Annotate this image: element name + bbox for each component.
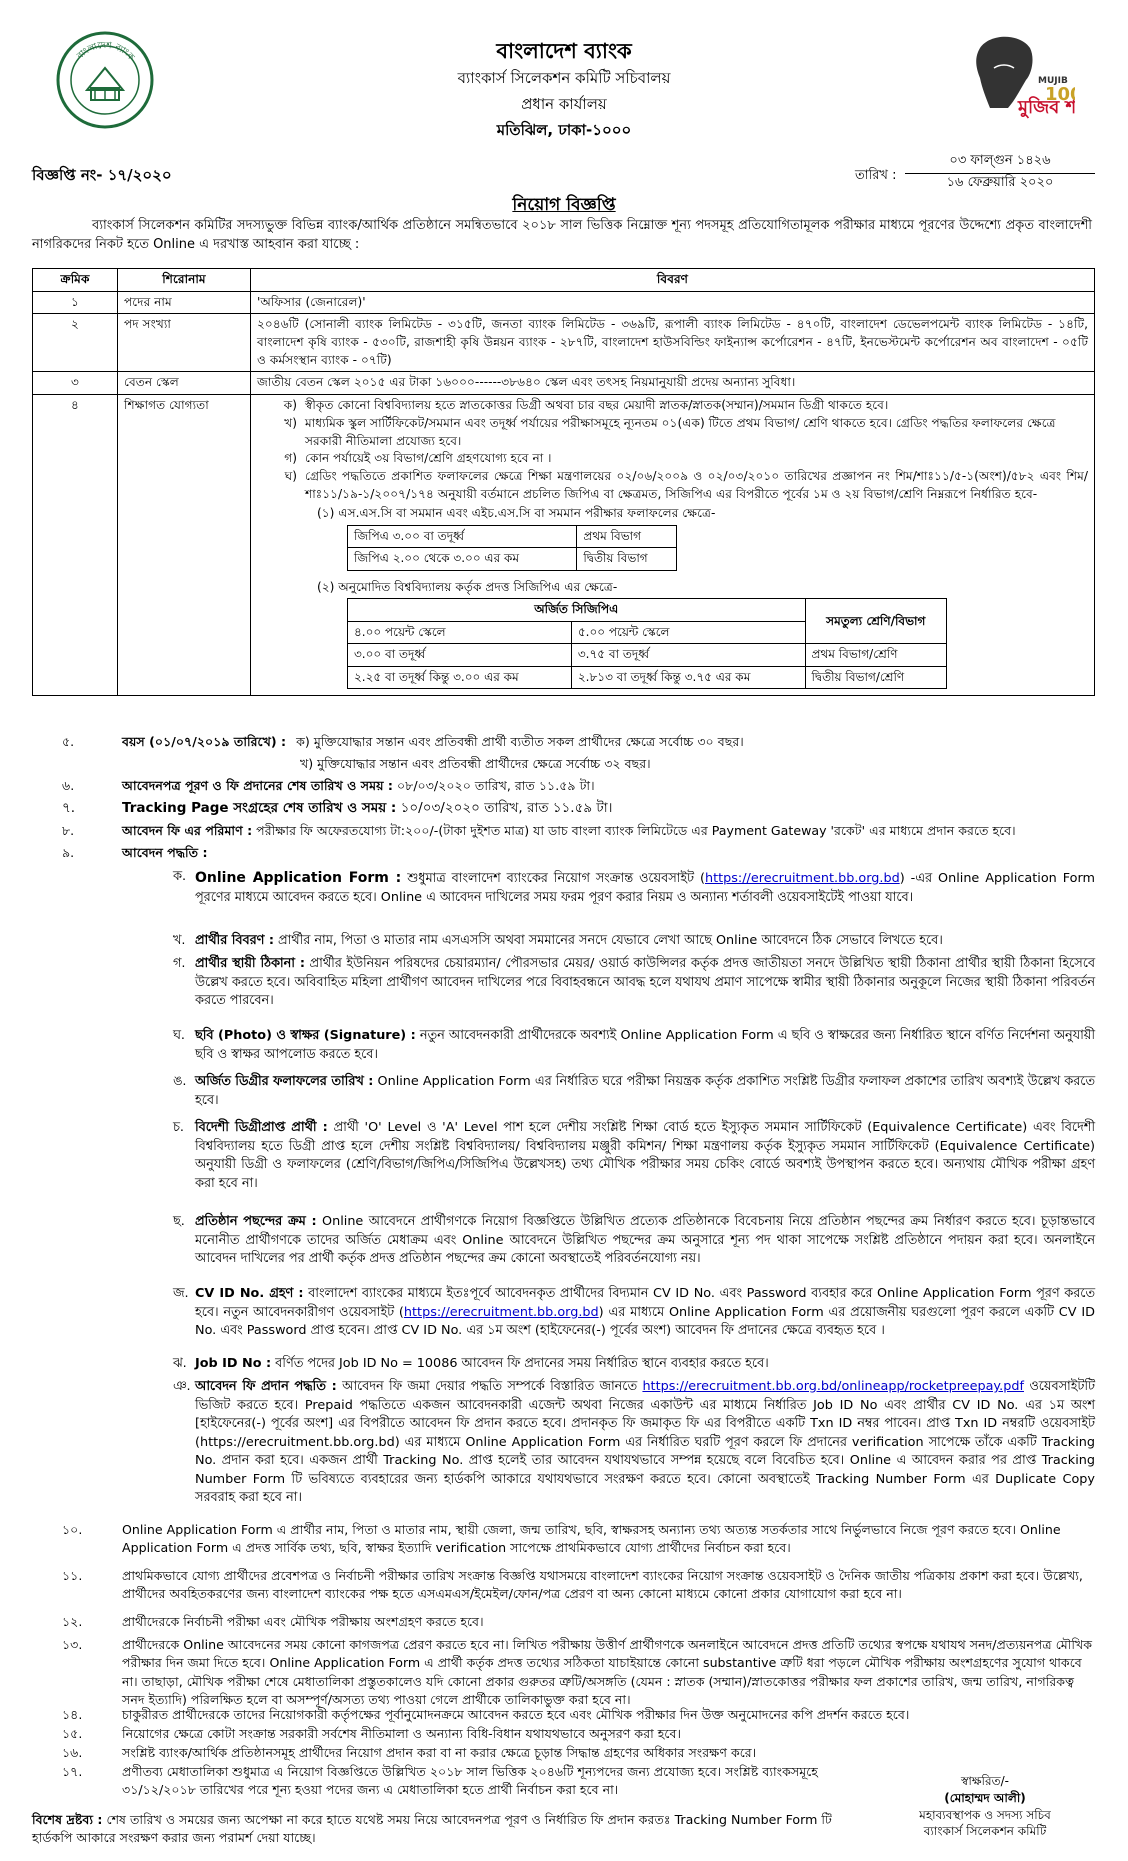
point-number: ১৪. — [62, 1707, 83, 1722]
table-row — [33, 395, 1095, 696]
sub-item-foreign-degree — [115, 1119, 1095, 1193]
sub-item-result-date — [115, 1073, 1095, 1110]
edu-text: গ্রেডিং পদ্ধতিতে প্রকাশিত ফলাফলের ক্ষেত্রে শিক্ষা মন্ত্রণালয়ের ০২/০৬/২০০৯ ও ০২/০৩/২০১০ তারিখের প্রজ্ঞাপন নং শিম/শাঃ১১/৫-১(অংশ)/৫৮২ এবং শিম/শাঃ১১/১৯-১/২০০৭/১৭৪ অনুযায়ী বর্তমানে প্রচলিত জিপিএ বা ক্ষেত্রমত, সিজিপিএ এর বিপরীতে পূর্বের ১ম ও ২য় বিভাগ/শ্রেণি নিম্নরূপে নির্ধারিত হবে- — [305, 468, 1088, 501]
row-text: ২০৪৬টি (সোনালী ব্যাংক লিমিটেড - ৩১৫টি, জনতা ব্যাংক লিমিটেড - ৩৬৯টি, রূপালী ব্যাংক লিমিটেড - ৪৭০টি, বাংলাদেশ ডেভেলপমেন্ট ব্যাংক লিমিটেড - ১৪টি, বাংলাদেশ কৃষি ব্যাংক - ৫৩০টি, রাজশাহী কৃষি উন্নয়ন ব্যাংক - ২৮৭টি, বাংলাদেশ হাউসবিল্ডিং ফাইন্যান্স কর্পোরেশন - ৪৭টি, ইনভেস্টমেন্ট কর্পোরেশন অব বাংলাদেশ - ০৫টি ও কর্মসংস্থান ব্যাংক - ০৭টি) — [251, 314, 1095, 372]
table-row — [33, 291, 1095, 314]
sub-item-label: আবেদন ফি প্রদান পদ্ধতি : — [195, 1379, 337, 1394]
row-label: শিক্ষাগত যোগ্যতা — [118, 395, 251, 696]
recruitment-website-link[interactable]: https://erecruitment.bb.org.bd — [403, 1304, 599, 1320]
sub-item-label: Online Application Form : — [195, 870, 402, 886]
recruitment-website-link[interactable]: https://erecruitment.bb.org.bd — [704, 871, 900, 886]
cgpa-header: অর্জিত সিজিপিএ — [348, 599, 806, 621]
point-number: ১২. — [62, 1614, 83, 1629]
point-10 — [32, 1521, 1095, 1558]
point-text: নিয়োগের ক্ষেত্রে কোটা সংক্রান্ত সরকারী সর্বশেষ নীতিমালা ও অন্যান্য বিধি-বিধান যথাযথভাবে অনুসরণ করা হবে। — [122, 1726, 681, 1741]
edu-item — [257, 415, 1088, 450]
point-method — [32, 844, 1095, 862]
point-number: ৯. — [62, 845, 75, 860]
table-row — [348, 666, 947, 688]
age-limit-general: ক) মুক্তিযোদ্ধার সন্তান এবং প্রতিবন্ধী প্রার্থী ব্যতীত সকল প্রার্থীদের ক্ষেত্রে সর্বোচ্চ ৩০ বছর। — [296, 734, 744, 749]
special-note-text: শেষ তারিখ ও সময়ের জন্য অপেক্ষা না করে হাতে যথেষ্ট সময় নিয়ে আবেদনপত্র পূরণ ও নির্ধারিত ফি প্রদান করতঃ Tracking Number Form টি হার্ডকপি আকারে সংরক্ষণ করার জন্য পরামর্শ দেয়া যাচ্ছে। — [32, 1812, 832, 1846]
svg-text:বাংলাদেশ ব্যাংক: বাংলাদেশ ব্যাংক — [75, 40, 136, 63]
cgpa-cell: ২.৮১৩ বা তদূর্ধ্ব কিন্তু ৩.৭৫ এর কম — [571, 666, 805, 688]
sub-item-cv-id — [115, 1285, 1095, 1341]
sub-item-applicant-details — [115, 932, 1095, 951]
point-age — [32, 733, 1095, 751]
row-serial: ২ — [33, 314, 118, 372]
sub-item-text: নতুন আবেদনকারী প্রার্থীদেরকে অবশ্যই Online Application Form এ ছবি ও স্বাক্ষরের জন্য নির্ধারিত স্থানে বর্ণিত নির্দেশনা অনুযায়ী ছবি ও স্বাক্ষর আপলোড করতে হবে। — [195, 1028, 1095, 1062]
point-number: ৬. — [62, 778, 75, 793]
sub-item-text: আবেদন ফি জমা দেয়ার পদ্ধতি সম্পর্কে বিস্তারিত জানতে — [342, 1379, 643, 1394]
col-serial: ক্রমিক — [33, 269, 118, 292]
date-english: ১৬ ফেব্রুয়ারি ২০২০ — [946, 174, 1054, 190]
table-row — [348, 525, 677, 547]
point-text: পরীক্ষার ফি অফেরতযোগ্য টা:২০০/-(টাকা দুইশত মাত্র) যা ডাচ বাংলা ব্যাংক লিমিটেডে এর Payment Gateway 'রকেট' এর মাধ্যমে প্রদান করতে হবে। — [256, 823, 1016, 838]
scale-cell: ৫.০০ পয়েন্ট স্কেলে — [571, 621, 805, 643]
sub-item-letter: জ. — [173, 1286, 189, 1301]
point-deadline — [32, 777, 1095, 795]
point-text: প্রণীতব্য মেধাতালিকা শুধুমাত্র এ নিয়োগ বিজ্ঞপ্তিতে উল্লিখিত ২০১৮ সাল ভিত্তিক ২০৪৬টি শূন্যপদের জন্য প্রযোজ্য হবে। সংশ্লিষ্ট ব্যাংকসমূহে ৩১/১২/২০১৮ তারিখের পরে শূন্য হওয়া পদের জন্য এ মেধাতালিকা হতে প্রার্থী নির্বাচন করা হবে না। — [122, 1764, 818, 1798]
sub-item-letter: ঙ. — [173, 1074, 187, 1089]
edu-item — [257, 397, 1088, 415]
point-label: আবেদন পদ্ধতি : — [122, 845, 208, 860]
point-number: ৫. — [62, 734, 75, 749]
point-17 — [32, 1763, 852, 1800]
point-11 — [32, 1567, 1095, 1604]
division-cell: দ্বিতীয় বিভাগ/শ্রেণি — [805, 666, 946, 688]
division-cell: প্রথম বিভাগ/শ্রেণি — [805, 644, 946, 666]
sub-item-job-id — [115, 1355, 1095, 1374]
sub-item-text: প্রার্থীর নাম, পিতা ও মাতার নাম এসএসসি অথবা সমমানের সনদে যেভাবে লেখা আছে Online আবেদনে ঠিক সেভাবে লিখতে হবে। — [278, 933, 943, 948]
point-number: ৭. — [62, 800, 76, 816]
fee-instructions-link[interactable]: https://erecruitment.bb.org.bd/onlineapp/rocketpreepay.pdf — [642, 1379, 1024, 1394]
sub-item-text: Online Application Form এর নির্ধারিত ঘরে পরীক্ষা নিয়ন্ত্রক কর্তৃক প্রকাশিত সংশ্লিষ্ট ডিগ্রীর ফলাফল প্রকাশের তারিখ অবশ্যই উল্লেখ করতে হবে। — [195, 1074, 1095, 1108]
office-name: প্রধান কার্যালয় — [521, 95, 607, 113]
job-details-table — [32, 268, 1095, 696]
point-13 — [32, 1636, 1095, 1709]
university-heading: (২) অনুমোদিত বিশ্ববিদ্যালয় কর্তৃক প্রদত্ত সিজিপিএ এর ক্ষেত্রে- — [317, 579, 618, 594]
signed-mark: স্বাক্ষরিত/- — [961, 1774, 1009, 1788]
cgpa-cell: ২.২৫ বা তদূর্ধ্ব কিন্তু ৩.০০ এর কম — [348, 666, 572, 688]
signature-block — [880, 1773, 1090, 1840]
sub-item-letter: ঞ. — [173, 1379, 191, 1394]
education-cell — [251, 395, 1095, 696]
edu-text: স্বীকৃত কোনো বিশ্ববিদ্যালয় হতে স্নাতকোত্তর ডিগ্রী অথবা চার বছর মেয়াদী স্নাতক/স্নাতক(সম্মান)/সমমান ডিগ্রী থাকতে হবে। — [305, 398, 889, 413]
table-header-row — [33, 269, 1095, 292]
sub-item-text: Online আবেদনে প্রার্থীগণকে নিয়োগ বিজ্ঞপ্তিতে উল্লিখিত প্রত্যেক প্রতিষ্ঠানকে বিবেচনায় নিয়ে প্রতিষ্ঠান পছন্দের ক্রম নির্ধারণ করতে হবে। চূড়ান্তভাবে মনোনীত প্রার্থীগণকে তাদের অর্জিত মেধাক্রম এবং Online আবেদনে উল্লিখিত পছন্দের ক্রম অনুসারে শূন্য পদ থাকা সাপেক্ষে সংশ্লিষ্ট প্রতিষ্ঠানে পদায়ন করা হবে। অনলাইনে আবেদন দাখিলের পর প্রার্থী কর্তৃক প্রদত্ত প্রতিষ্ঠান পছন্দের ক্রম কোনো অবস্থাতেই পরিবর্তনযোগ্য নয়। — [195, 1214, 1095, 1267]
grade-cell: জিপিএ ২.০০ থেকে ৩.০০ এর কম — [348, 548, 577, 570]
edu-key: ক) — [283, 398, 297, 413]
university-cgpa-table — [347, 598, 947, 689]
sub-item-online-form — [115, 868, 1095, 907]
edu-text: কোন পর্যায়েই ৩য় বিভাগ/শ্রেণি গ্রহণযোগ্য হবে না । — [305, 451, 552, 466]
edu-key: গ) — [284, 451, 297, 466]
cgpa-cell: ৩.০০ বা তদূর্ধ্ব — [348, 644, 572, 666]
row-serial: ১ — [33, 291, 118, 314]
point-number: ১৫. — [62, 1726, 83, 1741]
point-number: ১১. — [62, 1568, 83, 1583]
sub-item-letter: গ. — [173, 956, 186, 971]
point-label: আবেদনপত্র পূরণ ও ফি প্রদানের শেষ তারিখ ও সময় : — [122, 778, 393, 793]
point-number: ১৬. — [62, 1745, 83, 1760]
sub-item-letter: চ. — [173, 1120, 184, 1135]
ssc-grade-table — [347, 525, 677, 571]
sub-item-letter: ঘ. — [173, 1028, 185, 1043]
grade-cell: জিপিএ ৩.০০ বা তদূর্ধ্ব — [348, 525, 577, 547]
svg-text:MUJIB: MUJIB — [1038, 76, 1068, 86]
special-note-label: বিশেষ দ্রষ্টব্য : — [32, 1812, 103, 1827]
point-text: Online Application Form এ প্রার্থীর নাম, পিতা ও মাতার নাম, স্থায়ী জেলা, জন্ম তারিখ, ছবি, স্বাক্ষরসহ অন্যান্য তথ্য অত্যন্ত সতর্কতার সাথে নির্ভুলভাবে নিজে পূরণ করতে হবে। Online Application Form এ প্রদত্ত সার্বিক তথ্য, ছবি, স্বাক্ষর ইত্যাদি verification সাপেক্ষে প্রাথমিকভাবে যোগ্য প্রার্থীদের নির্বাচন করা হবে। — [122, 1522, 1061, 1556]
sub-item-institution-choice — [115, 1213, 1095, 1269]
office-address: মতিঝিল, ঢাকা-১০০০ — [496, 121, 632, 139]
sub-item-label: অর্জিত ডিগ্রীর ফলাফলের তারিখ : — [195, 1074, 374, 1089]
point-15 — [32, 1725, 1095, 1743]
table-row — [348, 599, 947, 621]
point-label: আবেদন ফি এর পরিমাণ : — [122, 823, 253, 838]
point-tracking — [32, 799, 1095, 819]
equivalent-header: সমতুল্য শ্রেণি/বিভাগ — [805, 599, 946, 644]
cgpa-cell: ৩.৭৫ বা তদূর্ধ্ব — [571, 644, 805, 666]
notice-number: বিজ্ঞপ্তি নং- ১৭/২০২০ — [32, 166, 172, 184]
point-number: ১৭. — [62, 1764, 83, 1779]
edu-text: মাধ্যমিক স্কুল সার্টিফিকেট/সমমান এবং তদূর্ধ্ব পর্যায়ের পরীক্ষাসমূহে ন্যূনতম ০১(এক) টিতে প্রথম বিভাগ/ শ্রেণি থাকতে হবে। গ্রেডিং পদ্ধতির ফলাফলের ক্ষেত্রে সরকারী নীতিমালা প্রযোজ্য হবে। — [305, 415, 1056, 448]
row-label: পদের নাম — [118, 291, 251, 314]
row-text: 'অফিসার (জেনারেল)' — [251, 291, 1095, 314]
point-16 — [32, 1744, 1095, 1762]
point-number: ১০. — [62, 1522, 83, 1537]
point-age-b — [32, 755, 1095, 773]
row-text: জাতীয় বেতন স্কেল ২০১৫ এর টাকা ১৬০০০------৩৮৬৪০ স্কেল এবং তৎসহ নিয়মানুযায়ী প্রদেয় অন্যান্য সুবিধা। — [251, 372, 1095, 395]
sub-item-permanent-address — [115, 955, 1095, 1011]
sub-item-text: প্রার্থীর ইউনিয়ন পরিষদের চেয়ারম্যান/ পৌরসভার মেয়র/ ওয়ার্ড কাউন্সিলর কর্তৃক প্রদত্ত জাতীয়তা সনদে উল্লিখিত স্থায়ী ঠিকানা প্রার্থীর স্থায়ী ঠিকানা হিসেবে উল্লেখ করতে হবে। অবিবাহিত মহিলা প্রার্থীগণ আবেদন দাখিলের পরে বিবাহবন্ধনে আবদ্ধ হলে যথাযথ প্রমাণ সাপেক্ষে স্বামীর স্থায়ী ঠিকানার অনুকূলে নিজের স্থায়ী ঠিকানা পরিবর্তন করতে পারবেন। — [195, 956, 1095, 1009]
division-cell: দ্বিতীয় বিভাগ — [577, 548, 677, 570]
age-limit-special: খ) মুক্তিযোদ্ধার সন্তান এবং প্রতিবন্ধী প্রার্থীদের ক্ষেত্রে সর্বোচ্চ ৩২ বছর। — [300, 756, 651, 771]
scale-cell: ৪.০০ পয়েন্ট স্কেলে — [348, 621, 572, 643]
point-14 — [32, 1706, 1095, 1724]
table-row — [33, 372, 1095, 395]
sub-item-text: ওয়েবসাইটটি ভিজিট করতে হবে। Prepaid পদ্ধতিতে একজন আবেদনকারী এজেন্ট অথবা নিজের একাউন্ট এর মাধ্যমে নির্ধারিত Job ID No এবং প্রার্থীর CV ID No. এর ১ম অংশ [হাইফেনের(-) পূর্বের অংশ] এর বিপরীতে আবেদন ফি প্রদান করতে হবে। প্রদানকৃত ফি জমাকৃত ফি এর বিপরীতে একটি Txn ID নম্বর পাবেন। প্রাপ্ত Txn ID নম্বরটি ওয়েবসাইট (https://erecruitment.bb.org.bd) এর মাধ্যমে Online Application Form এর নির্ধারিত ঘরটি পূরণ করলে ফি প্রদানের verification সাপেক্ষে তাঁকে একটি Tracking No. প্রদান করা হবে। একজন প্রার্থী Tracking No. প্রাপ্ত হলেই তার আবেদন যথাযথভাবে সম্পন্ন হয়েছে বলে বিবেচিত হবে। Online এ আবেদন করার পর প্রাপ্ত Tracking Number Form টি ভবিষ্যতে ব্যবহারের জন্য হার্ডকপি আকারে যথাযথভাবে সংরক্ষণ করতে হবে। কোনো অবস্থাতেই Tracking Number Form এর Duplicate Copy সরবরাহ করা হবে না। — [195, 1379, 1096, 1506]
table-row — [348, 548, 677, 570]
sub-item-letter: ক. — [173, 869, 187, 884]
signatory-committee: ব্যাংকার্স সিলেকশন কমিটি — [923, 1824, 1047, 1839]
page-title: নিয়োগ বিজ্ঞপ্তি — [512, 195, 616, 215]
row-label: বেতন স্কেল — [118, 372, 251, 395]
sub-item-label: ছবি (Photo) ও স্বাক্ষর (Signature) : — [195, 1028, 416, 1043]
point-text: প্রার্থীদেরকে Online আবেদনের সময় কোনো কাগজপত্র প্রেরণ করতে হবে না। লিখিত পরীক্ষায় উত্তীর্ণ প্রার্থীগণকে অনলাইনে আবেদনে প্রদত্ত প্রতিটি তথ্যের স্বপক্ষে যথাযথ সনদ/প্রত্যয়নপত্র মৌখিক পরীক্ষার দিন জমা দিতে হবে। Online Application Form এ প্রার্থী কর্তৃক প্রদত্ত তথ্যের সঠিকতা যাচাইয়ান্তে কোনো substantive ত্রুটি ধরা পড়লে মৌখিক পরীক্ষায় অংশগ্রহণের সুযোগ থাকবে না। তাছাড়া, মৌখিক পরীক্ষা শেষে মেধাতালিকা প্রস্তুতকালেও যদি কোনো প্রকার গুরুতর ত্রুটি/অসঙ্গতি (যেমন : স্নাতক (সম্মান)/স্নাতকোত্তর পরীক্ষার ফল প্রকাশের তারিখ, জন্ম তারিখ, নাগরিকত্ব সনদ ইত্যাদি) পরিলক্ষিত হলে বা অসম্পূর্ণ/অসত্য তথ্য পাওয়া গেলে প্রার্থীকে তালিকাভুক্ত করা হবে না। — [122, 1637, 1093, 1707]
sub-item-label: CV ID No. গ্রহণ : — [195, 1286, 304, 1301]
svg-text:মুজিব শতবর্ষ: মুজিব শ — [1018, 97, 1075, 118]
edu-item — [257, 468, 1088, 503]
sub-item-label: বিদেশী ডিগ্রীপ্রাপ্ত প্রার্থী : — [195, 1120, 328, 1135]
table-row — [348, 644, 947, 666]
sub-item-text: বাংলাদেশ ব্যাংকের মাধ্যমে ইতঃপূর্বে আবেদনকৃত প্রার্থীদের বিদ্যমান CV ID No. এবং Password ব্যবহার করে Online Application Form পূরণ করতে হবে। নতুন আবেদনকারীগণ ওয়েবসাইট ( — [195, 1286, 1095, 1320]
date-box — [905, 152, 1095, 193]
point-number: ১৩. — [62, 1637, 83, 1652]
edu-item — [257, 450, 1088, 468]
sub-item-label: Job ID No : — [195, 1356, 272, 1371]
point-text: ০৮/০৩/২০২০ তারিখ, রাত ১১.৫৯ টা। — [396, 778, 595, 793]
sub-item-letter: ছ. — [173, 1214, 185, 1229]
point-text: ১০/০৩/২০২০ তারিখ, রাত ১১.৫৯ টা। — [400, 800, 613, 816]
secretariat-name: ব্যাংকার্স সিলেকশন কমিটি সচিবালয় — [457, 69, 671, 87]
date-label: তারিখ : — [855, 168, 897, 183]
special-note — [32, 1811, 862, 1848]
col-title: শিরোনাম — [118, 269, 251, 292]
sub-item-letter: খ. — [173, 933, 186, 948]
point-number: ৮. — [62, 823, 75, 838]
signatory-name: (মোহাম্মদ আলী) — [944, 1790, 1026, 1805]
point-label: Tracking Page সংগ্রহের শেষ তারিখ ও সময় : — [122, 800, 397, 816]
row-label: পদ সংখ্যা — [118, 314, 251, 372]
date-bangla: ০৩ ফাল্গুন ১৪২৬ — [905, 152, 1095, 174]
sub-item-text: ) -এর Online Application Form পূরণের মাধ্যমে আবেদন করতে হবে। Online এ আবেদন দাখিলের সময় ফরম পূরণ করার নিয়ম ও অন্যান্য শর্তাবলী ওয়েবসাইটেই পাওয়া যাবে। — [195, 871, 1095, 905]
point-fee — [32, 822, 1095, 840]
ssc-heading: (১) এস.এস.সি বা সমমান এবং এইচ.এস.সি বা সমমান পরীক্ষার ফলাফলের ক্ষেত্রে- — [317, 506, 716, 521]
bank-name: বাংলাদেশ ব্যাংক — [496, 38, 632, 63]
sub-item-text: শুধুমাত্র বাংলাদেশ ব্যাংকের নিয়োগ সংক্রান্ত ওয়েবসাইট ( — [407, 871, 705, 886]
sub-item-letter: ঝ. — [173, 1356, 187, 1371]
sub-item-text: ) এর মাধ্যমে Online Application Form এর প্রয়োজনীয় ঘরগুলো পূরণ করলে একটি CV ID No. এবং Password প্রাপ্ত হবেন। প্রাপ্ত CV ID No. এর ১ম অংশ (হাইফেনের(-) পূর্বের অংশ) আবেদন ফি প্রদানের ক্ষেত্রে ব্যবহৃত হবে । — [195, 1304, 1095, 1339]
sub-item-photo-signature — [115, 1027, 1095, 1064]
division-cell: প্রথম বিভাগ — [577, 525, 677, 547]
sub-item-label: প্রার্থীর স্থায়ী ঠিকানা : — [195, 956, 306, 971]
point-text: চাকুরীরত প্রার্থীদেরকে তাদের নিয়োগকারী কর্তৃপক্ষের পূর্বানুমোদনক্রমে আবেদন করতে হবে এবং মৌখিক পরীক্ষার দিন উক্ত অনুমোদনের কপি প্রদর্শন করতে হবে। — [122, 1707, 910, 1722]
point-label: বয়স (০১/০৭/২০১৯ তারিখে) : — [122, 734, 287, 749]
row-serial: ৪ — [33, 395, 118, 696]
sub-item-label: প্রার্থীর বিবরণ : — [195, 933, 274, 948]
point-text: প্রার্থীদেরকে নির্বাচনী পরীক্ষা এবং মৌখিক পরীক্ষায় অংশগ্রহণ করতে হবে। — [122, 1614, 484, 1629]
svg-text:100: 10 — [1045, 84, 1071, 105]
edu-key: ঘ) — [284, 468, 297, 483]
sub-item-text: বর্ণিত পদের Job ID No = 10086 আবেদন ফি প্রদানের সময় নির্ধারিত স্থানে ব্যবহার করতে হবে। — [275, 1356, 769, 1371]
col-description: বিবরণ — [251, 269, 1095, 292]
table-row — [33, 314, 1095, 372]
signatory-designation: মহাব্যবস্থাপক ও সদস্য সচিব — [919, 1807, 1051, 1822]
row-serial: ৩ — [33, 372, 118, 395]
edu-key: খ) — [284, 415, 297, 430]
sub-item-fee-method — [115, 1378, 1095, 1508]
point-text: প্রাথমিকভাবে যোগ্য প্রার্থীদের প্রবেশপত্র ও নির্বাচনী পরীক্ষার তারিখ সংক্রান্ত বিজ্ঞপ্তি যথাসময়ে বাংলাদেশ ব্যাংকের নিয়োগ সংক্রান্ত ওয়েবসাইট ও দৈনিক জাতীয় পত্রিকায় প্রকাশ করা হবে। উল্লেখ্য, প্রার্থীদের অবহিতকরণের জন্য বাংলাদেশ ব্যাংকের পক্ষ হতে এসএমএস/ইমেইল/ফোন/পত্র প্রেরণ বা অন্য কোনো মাধ্যমে কোনো প্রকার যোগাযোগ করা হবে না। — [122, 1568, 1083, 1602]
sub-item-label: প্রতিষ্ঠান পছন্দের ক্রম : — [195, 1214, 317, 1229]
point-text: সংশ্লিষ্ট ব্যাংক/আর্থিক প্রতিষ্ঠানসমূহ প্রার্থীদের নিয়োগ প্রদান করা বা না করার ক্ষেত্রে চূড়ান্ত সিদ্ধান্ত গ্রহণের অধিকার সংরক্ষণ করে। — [122, 1745, 757, 1760]
intro-paragraph: ব্যাংকার্স সিলেকশন কমিটির সদস্যভুক্ত বিভিন্ন ব্যাংক/আর্থিক প্রতিষ্ঠানে সমন্বিতভাবে ২০১৮ সাল ভিত্তিক নিম্নোক্ত শূন্য পদসমূহ প্রতিযোগিতামূলক পরীক্ষার মাধ্যমে পূরণের উদ্দেশ্যে প্রকৃত বাংলাদেশী নাগরিকদের নিকট হতে Online এ দরখাস্ত আহবান করা যাচ্ছে : — [32, 218, 1092, 252]
sub-item-text: প্রার্থী 'O' Level ও 'A' Level পাশ হলে দেশীয় সংশ্লিষ্ট শিক্ষা বোর্ড হতে ইস্যুকৃত সমমান সার্টিফিকেট (Equivalence Certificate) এবং বিদেশী বিশ্ববিদ্যালয় হতে ডিগ্রী প্রাপ্ত হলে দেশীয় সংশ্লিষ্ট বিশ্ববিদ্যালয়/ বিশ্ববিদ্যালয় মঞ্জুরী কমিশন/ শিক্ষা মন্ত্রণালয় কর্তৃক ইস্যুকৃত সমমান সার্টিফিকেট (Equivalence Certificate) অনুযায়ী ডিগ্রী ও ফলাফলের (শ্রেণি/বিভাগ/জিপিএ/সিজিপিএ উল্লেখসহ) তথ্য মৌখিক পরীক্ষার সময় চেকিং বোর্ডে অবশ্যই উপস্থাপন করতে হবে। অন্যথায় মৌখিক পরীক্ষা গ্রহণ করা হবে না। — [195, 1120, 1096, 1191]
point-12 — [32, 1613, 1095, 1631]
